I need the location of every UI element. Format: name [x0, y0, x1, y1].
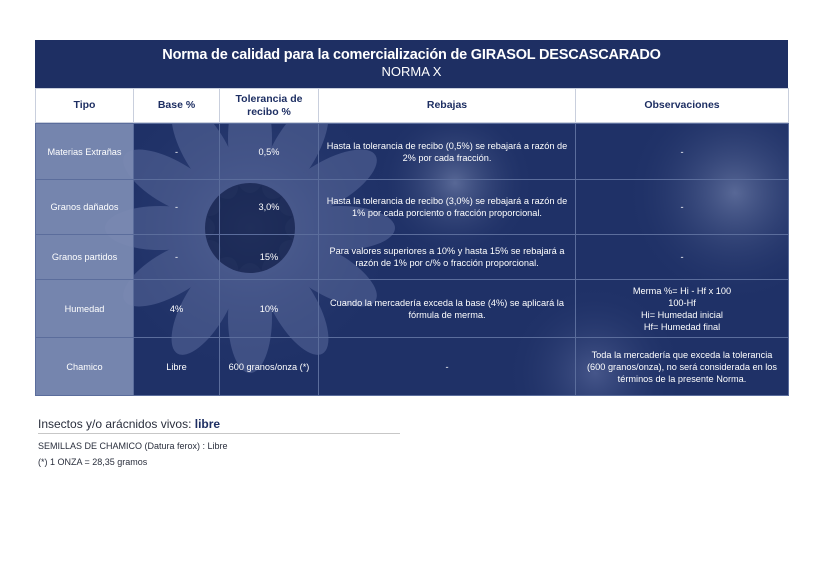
- cell-rebajas: Hasta la tolerancia de recibo (3,0%) se rebajará a razón de 1% por cada porciento o fracción proporcional.: [319, 180, 576, 235]
- formula-line: Merma %= Hi - Hf x 100: [632, 285, 732, 296]
- cell-base: 4%: [134, 280, 220, 338]
- cell-observaciones: -: [576, 235, 789, 280]
- cell-observaciones: -: [576, 124, 789, 180]
- cell-observaciones: [576, 280, 789, 338]
- table-row: [36, 235, 789, 280]
- cell-observaciones: Toda la mercadería que exceda la tolerancia (600 granos/onza), no será considerada en los términos de la presente Norma.: [576, 338, 789, 396]
- cell-observaciones: -: [576, 180, 789, 235]
- quality-table: [35, 88, 789, 123]
- cell-tolerancia: 600 granos/onza (*): [220, 338, 319, 396]
- cell-base: -: [134, 235, 220, 280]
- cell-base: -: [134, 180, 220, 235]
- cell-tipo: Granos dañados: [36, 180, 134, 235]
- cell-tolerancia: 15%: [220, 235, 319, 280]
- column-header-tolerancia: Tolerancia de recibo %: [220, 89, 319, 123]
- cell-base: -: [134, 124, 220, 180]
- table-row: [36, 180, 789, 235]
- quality-table-body: [35, 123, 789, 396]
- table-body-wrap: [35, 123, 788, 396]
- cell-rebajas: Hasta la tolerancia de recibo (0,5%) se rebajará a razón de 2% por cada fracción.: [319, 124, 576, 180]
- cell-tolerancia: 3,0%: [220, 180, 319, 235]
- cell-tipo: Chamico: [36, 338, 134, 396]
- footer-divider: [38, 433, 400, 434]
- formula-line: Hi= Humedad inicial: [641, 309, 723, 320]
- insectos-label: Insectos y/o arácnidos vivos:: [38, 417, 195, 431]
- title-bar: [35, 40, 788, 88]
- column-header-observaciones: Observaciones: [576, 89, 789, 123]
- cell-tipo: Humedad: [36, 280, 134, 338]
- insectos-line: [38, 417, 400, 431]
- table-row: [36, 280, 789, 338]
- column-header-rebajas: Rebajas: [319, 89, 576, 123]
- cell-base: Libre: [134, 338, 220, 396]
- column-header-base: Base %: [134, 89, 220, 123]
- cell-tolerancia: 0,5%: [220, 124, 319, 180]
- cell-rebajas: -: [319, 338, 576, 396]
- table-header-row: [36, 89, 789, 123]
- semillas-note: SEMILLAS DE CHAMICO (Datura ferox) : Libre: [38, 441, 228, 451]
- cell-rebajas: Para valores superiores a 10% y hasta 15% se rebajará a razón de 1% por c/% o fracción proporcional.: [319, 235, 576, 280]
- page-subtitle: NORMA X: [381, 64, 442, 79]
- table-row: [36, 124, 789, 180]
- column-header-tipo: Tipo: [36, 89, 134, 123]
- page-title: Norma de calidad para la comercialización de GIRASOL DESCASCARADO: [162, 47, 661, 63]
- formula-line: Hf= Humedad final: [643, 321, 721, 332]
- onza-note: (*) 1 ONZA = 28,35 gramos: [38, 457, 148, 467]
- insectos-value: libre: [194, 417, 221, 431]
- cell-tipo: Granos partidos: [36, 235, 134, 280]
- cell-rebajas: Cuando la mercadería exceda la base (4%) se aplicará la fórmula de merma.: [319, 280, 576, 338]
- cell-tolerancia: 10%: [220, 280, 319, 338]
- table-row: [36, 338, 789, 396]
- quality-norm-sheet: [35, 40, 788, 396]
- cell-tipo: Materias Extrañas: [36, 124, 134, 180]
- formula-line: 100-Hf: [668, 297, 696, 308]
